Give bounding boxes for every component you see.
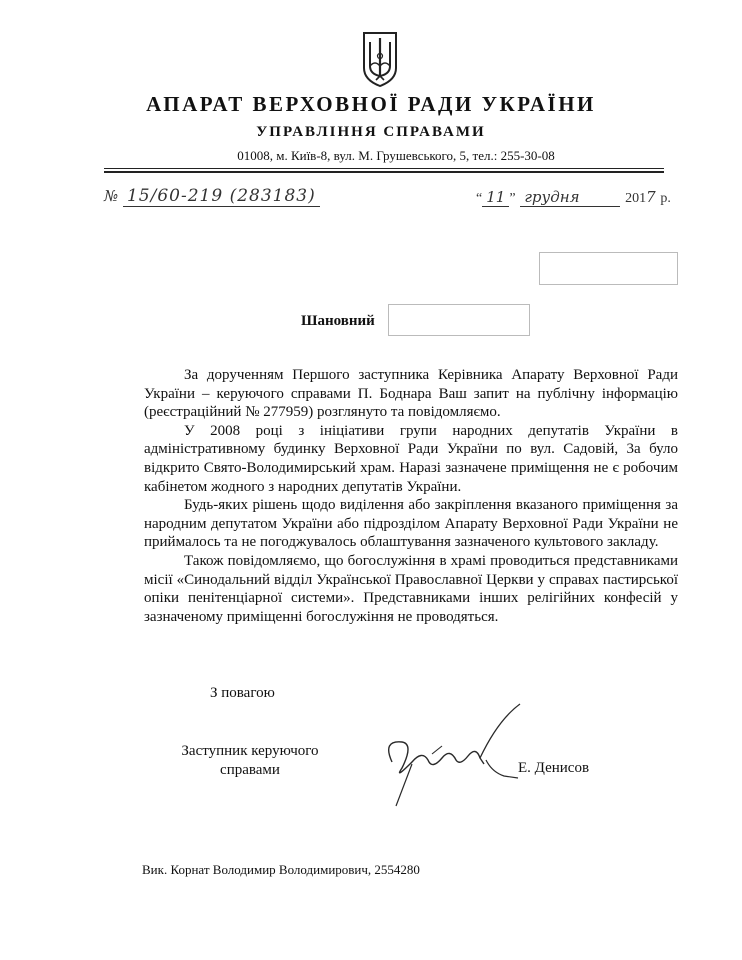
handwritten-signature — [372, 700, 562, 810]
signer-position-line: Заступник керуючого — [181, 743, 319, 759]
redacted-recipient-address — [539, 252, 678, 285]
organization-subtitle: УПРАВЛІННЯ СПРАВАМИ — [256, 124, 486, 140]
registration-number-value: 15/60-219 (283183) — [123, 186, 320, 207]
header-divider-thick — [104, 171, 664, 173]
registration-prefix: № — [104, 187, 119, 205]
trident-emblem-icon — [361, 30, 399, 88]
organization-address: 01008, м. Київ-8, вул. М. Грушевського, 5, тел.: 255-30-08 — [237, 148, 555, 163]
salutation: Шановний — [301, 313, 375, 329]
signer-position-line: справами — [220, 762, 280, 778]
date-month: грудня — [520, 188, 620, 207]
body-paragraph: За дорученням Першого заступника Керівника Апарату Верховної Ради України – керуючого справами П. Боднара Ваш запит на публічну інформацію (реєстраційний № 277959) розглянуто та повідомляємо. — [144, 367, 678, 421]
executor-line: Вик. Корнат Володимир Володимирович, 2554280 — [142, 862, 420, 877]
header-divider — [104, 168, 664, 169]
date-suffix: р. — [660, 191, 671, 206]
date-year-prefix: 201 — [625, 191, 647, 206]
body-paragraph: У 2008 році з ініціативи групи народних депутатів України в адміністративному будинку Верховної Ради України по вул. Садовій, 3а було відкрито Свято-Володимирський храм. Наразі зазначене приміщення не є робочим кабінетом жодного з народних депутатів України. — [144, 422, 678, 495]
redacted-recipient-name — [388, 304, 530, 336]
organization-title: АПАРАТ ВЕРХОВНОЇ РАДИ УКРАЇНИ — [146, 92, 596, 116]
body-paragraph: Також повідомляємо, що богослужіння в храмі проводиться представниками місії «Синодальний відділ Української Православної Церкви у справах пастирської опіки пенітенціарної системи». Представниками інших релігійних конфесій у зазначеному приміщенні богослужіння не проводяться. — [144, 552, 678, 625]
body-paragraph: Будь-яких рішень щодо виділення або закріплення вказаного приміщення за народним депутатом України або підрозділом Апарату Верховної Ради України не приймалось та не погоджувалось облаштування зазначеного культового закладу. — [144, 497, 678, 551]
date-year-digit: 7 — [646, 188, 656, 206]
letter-body — [144, 366, 678, 626]
closing-regards: З повагою — [210, 685, 275, 701]
signer-name: Е. Денисов — [518, 760, 590, 776]
date-day: 11 — [482, 188, 509, 207]
letter-date: “ 11 ” грудня 2017 р. — [476, 188, 671, 206]
registration-number — [104, 186, 320, 207]
signer-position — [170, 742, 330, 780]
